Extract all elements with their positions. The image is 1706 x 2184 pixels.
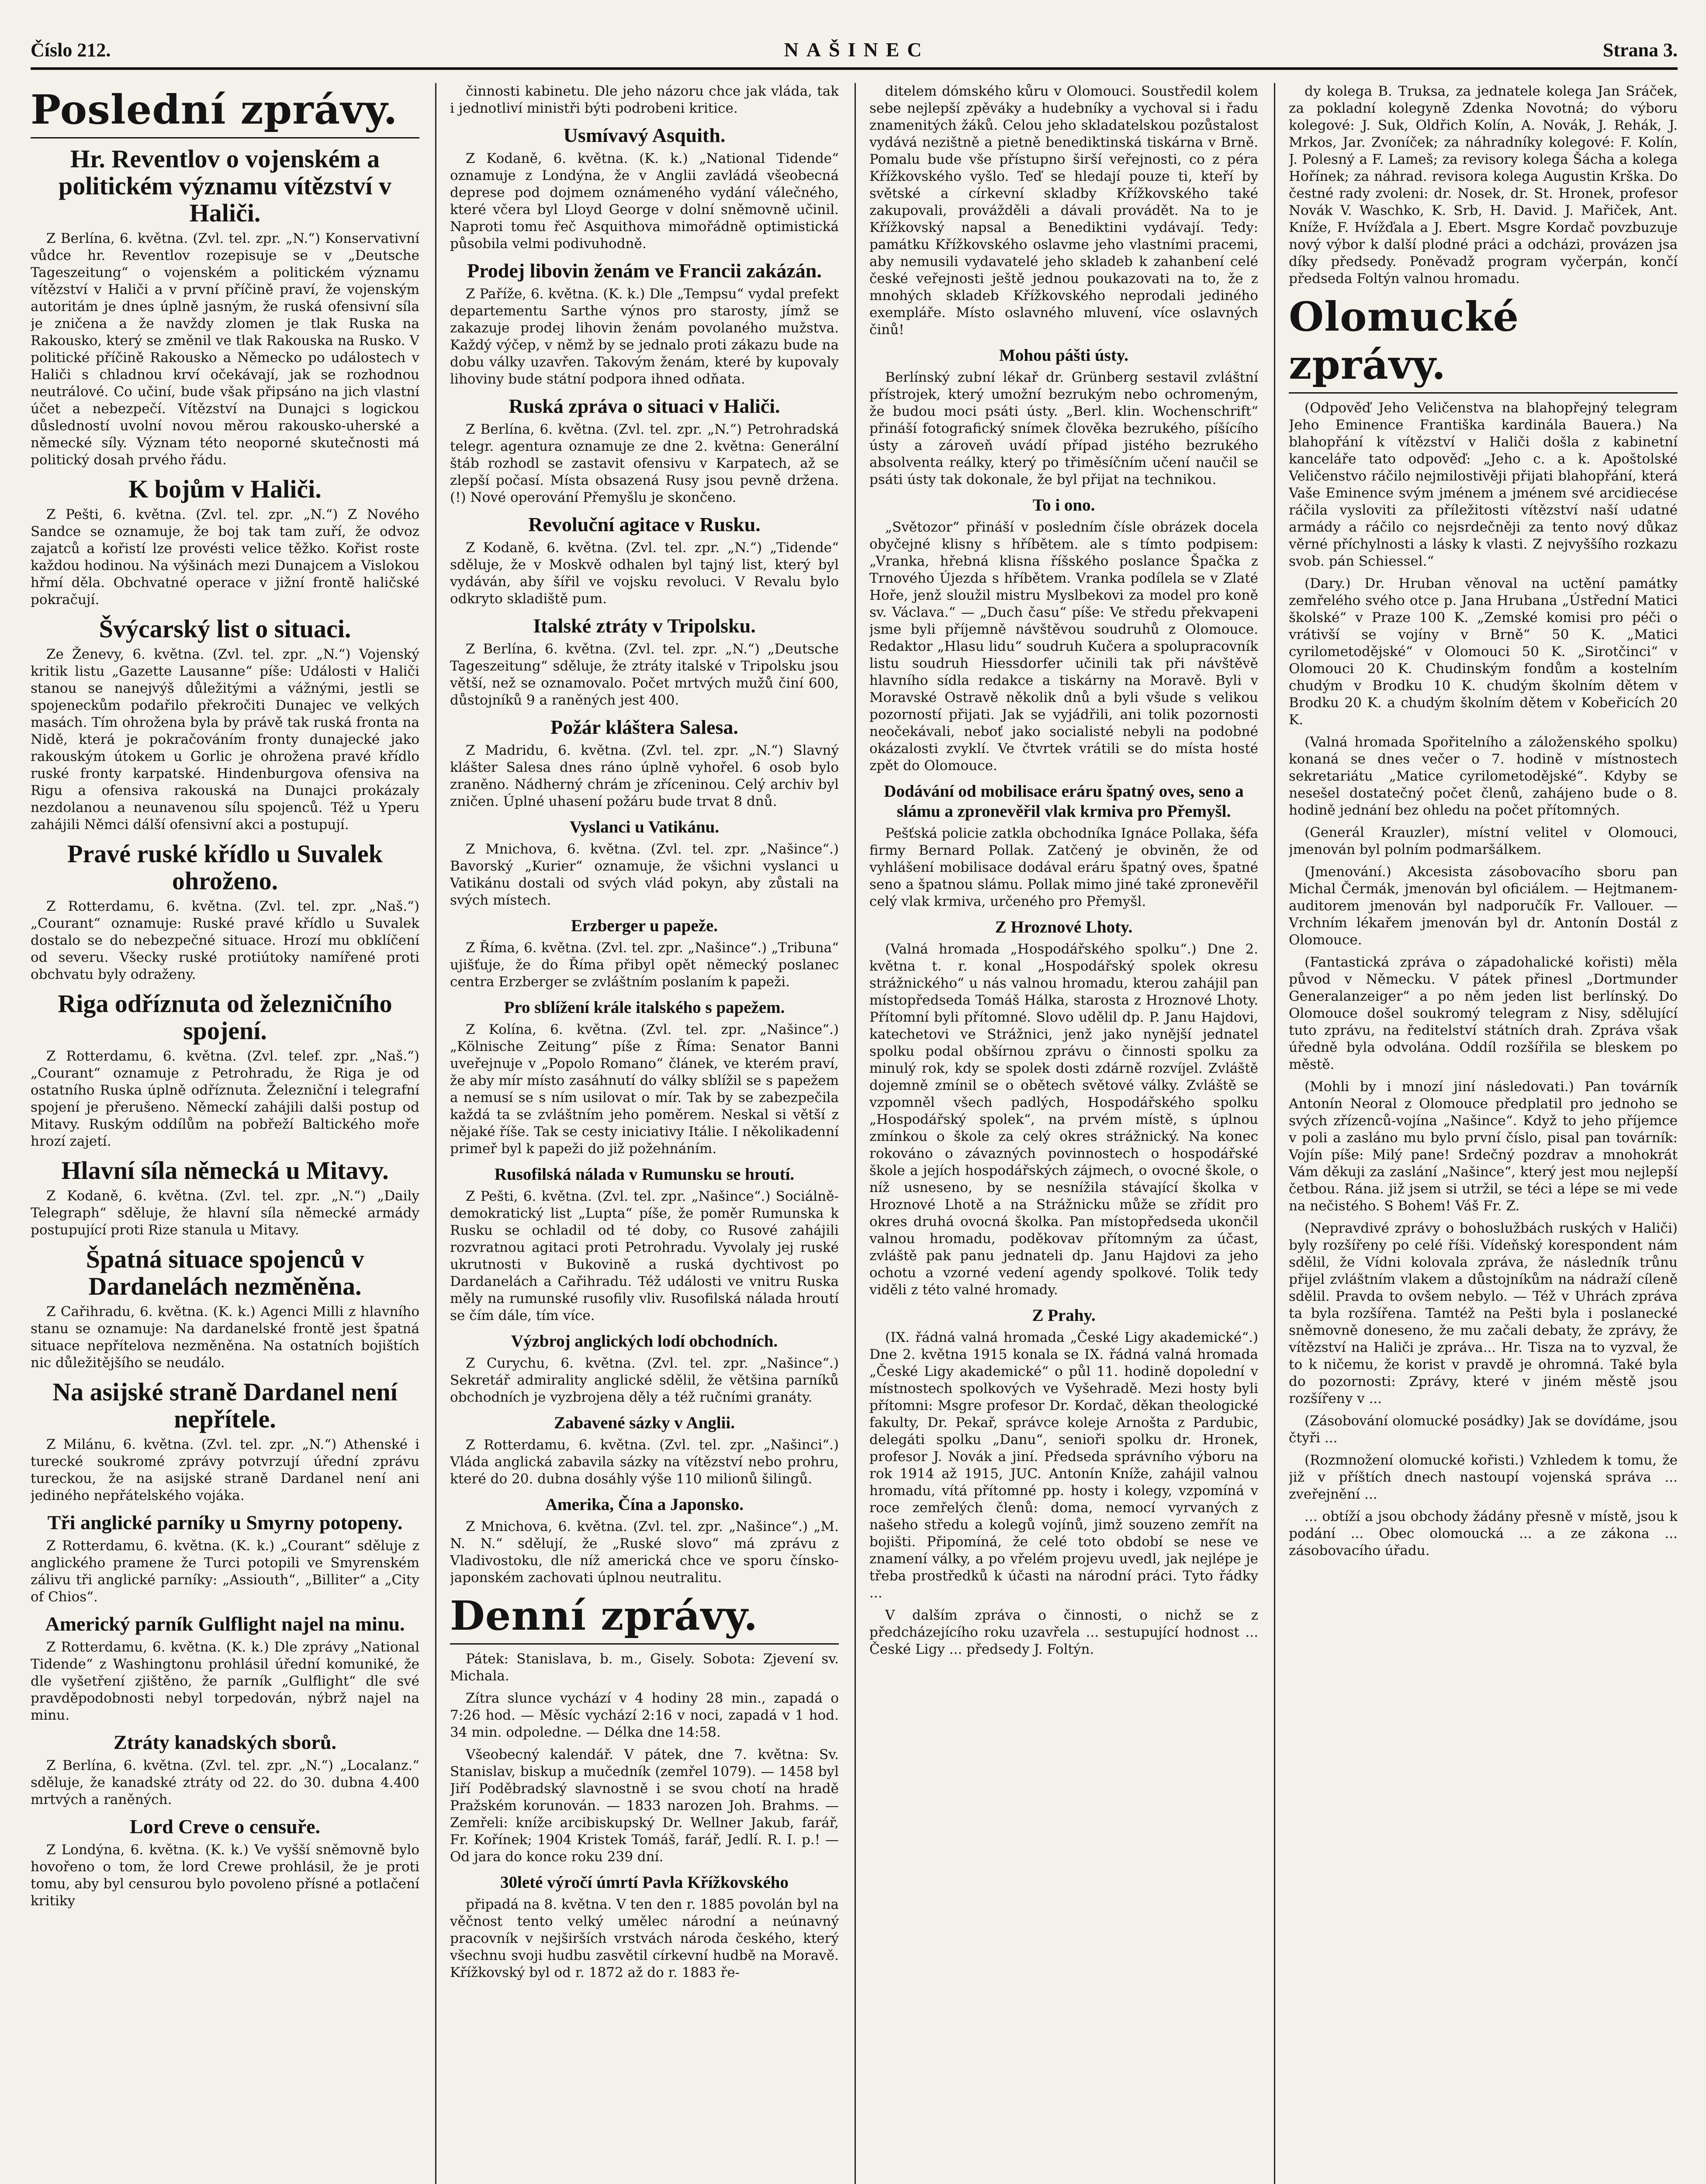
article-text: dy kolega B. Truksa, za jednatele kolega Jan Sráček, za pokladní kolegyně Zdenka Novotná; do výboru kolegové: J. Suk, Oldřich Kolín, A. Novák, J. Rehák, J. Mrkos, Jar. Zvoníček; za náhradníky kolegové: F. Kolín, J. Polesný a F. Lameš; za revisory kolega Šácha a kolega Hořínek; za náhrad. revisora kolega Augustin Krška. Do čestné rady zvoleni: dr. Nosek, dr. St. Hronek, profesor Novák V. Waschko, K. Srb, H. David. J. Mařiček, Ant. Kníže, F. Hvížďala a J. Ebert. Msgre Kordač povzbuzuje nový výbor k další plodné práci a odcházi, provázen jsa díky předsedy. Poněvadž program vyčerpán, končí předseda Foltýn valnou hromadu.: [1289, 83, 1678, 287]
article-text: (Dary.) Dr. Hruban věnoval na uctění památky zemřelého svého otce p. Jana Hrubana „Ústřední Matici školské“ v Praze 100 K. „Zemské komisi pro péči o vrátivší se vojíny v Brně“ 50 K. „Matici cyrilometodějské“ v Olomouci 50 K. „Sirotčinci“ v Olomouci 20 K. Chudinským fondům a kostelním chudým v Brodku 10 K. chudým školním dětem v Brodku 20 K. a chudým školním dětem v Kobeřicích 20 K.: [1289, 576, 1678, 728]
article-text: (Nepravdivé zprávy o bohoslužbách ruských v Haliči) byly rozšířeny po celé říši. Vídeňský korespondent nám sdělil, že Vídni kolovala zpráva, že následník trůnu přijel zvláštním vlakem a důstojníkům na nádraží cíleně sdělil. Pravda to ovšem nebylo. — Též v Uhrách zpráva ta byla rozšířena. Tamtéž na Pešti byla i poslanecké sněmovně doneseno, že mu začali debaty, že zprávy, že vítězství na Haliči je zpráva... Hr. Tisza na to vyzval, že to k ničemu, že korist v pravdě je ohromná. Také byla do pozornosti: Zprávy, které v jiném městě jsou rozšířeny v ...: [1289, 1220, 1678, 1406]
article-heading: Revoluční agitace v Rusku.: [528, 513, 761, 536]
calendar-text: Pátek: Stanislava, b. m., Gisely. Sobota: Zjevení sv. Michala.: [450, 1651, 839, 1684]
article-heading: Dodávání od mobilisace eráru špatný oves, seno a slámu a zpronevěřil vlak krmiva pro Přemyšl.: [884, 782, 1244, 821]
article-heading: Na asijské straně Dardanel není nepřítele.: [52, 1378, 398, 1433]
article-heading: Výzbroj anglických lodí obchodních.: [511, 1332, 778, 1351]
article-text: Z Paříže, 6. května. (K. k.) Dle „Tempsu“ vydal prefekt departementu Sarthe výnos pro starosty, jímž se zakazuje prodej lihovin ženám povolaného mužstva. Každý výčep, v němž by se jednalo proti zákazu bude na dobu války uzavřen. Takovým ženám, které by kupovaly lihoviny bude státní podpora ihned odňata.: [450, 286, 839, 387]
article-heading: To i ono.: [1032, 496, 1095, 515]
article-heading: Americký parník Gulflight najel na minu.: [45, 1613, 405, 1635]
article-text: Berlínský zubní lékař dr. Grünberg sestavil zvláštní přístrojek, který umožní bezrukým nebo ochromeným, že budou moci psáti ústy. „Berl. klin. Wochenschrift“ přináší fotografický snímek člověka bezrukého, píšícího ústy a zároveň uvádí případ jistého bezrukého absolventa reálky, který po třiměsíčním učení naučil se psáti ústy tak dokonale, že byl přijat na technikou.: [869, 370, 1258, 487]
article-text: Z Pešti, 6. května. (Zvl. tel. zpr. „N.“) Z Nového Sandce se oznamuje, že boj tak tam zuří, že odvoz zajatců a kořistí lze provésti velice těžko. Kořist roste každou hodinou. Na výšinách mezi Dunajcem a Vislokou hřmí děla. Obchvatné operace v jižní frontě haličské pokračují.: [31, 507, 419, 608]
article-heading: Zabavené sázky v Anglii.: [554, 1413, 735, 1432]
masthead: [31, 17, 1678, 70]
columns: [31, 83, 1678, 2184]
article-text: Z Kodaně, 6. května. (K. k.) „National Tidende“ oznamuje z Londýna, že v Anglii zavládá všeobecná deprese pod dojmem oznámeného vydání válečného, které včera byl Lloyd George v dolní sněmovně učinil. Naproti tomu řeč Asquithova mimořádně optimistická působila velmi podivuhodně.: [450, 151, 839, 252]
column-3: [869, 83, 1258, 2184]
article-text: (Valná hromada Spořitelního a záloženského spolku) konaná se dnes večer o 7. hodině v místnostech sekretariátu „Matice cyrilometodějské“. Kdyby se nesešel dostatečný počet členů, zahájeno bude o 8. hodině jednání bez ohledu na počet přítomných.: [1289, 734, 1678, 818]
article-text: Z Berlína, 6. května. (Zvl. tel. zpr. „N.“) „Localanz.“ sděluje, že kanadské ztráty od 22. do 30. dubna 4.400 mrtvých a raněných.: [31, 1758, 419, 1807]
article-text: (Mohli by i mnozí jiní následovati.) Pan továrník Antonín Neoral z Olomouce předplatil pro jednoho se svých zřízenců-vojína „Našince“. Když to jeho příjemce v poli a zasláno mu bylo první číslo, pisal pan továrník: Vojín píše: Milý pane! Srdečný pozdrav a mnohokrát Vám děkuji za zaslání „Našince“, který jest mou nejlepší četbou. Rána. již jsem si utržil, se téci a lépe se mi vede na nečistého. S Bohem! Váš Fr. Z.: [1289, 1079, 1678, 1214]
article-text: Z Kodaně, 6. května. (Zvl. tel. zpr. „N.“) „Tidende“ sděluje, že v Moskvě odhalen byl tajný list, který byl vydáván, aby šířil ve vojsku revoluci. V Revalu bylo odkryto skladiště pum.: [450, 540, 839, 607]
article-heading: K bojům v Haliči.: [128, 475, 322, 503]
article-text: (Jmenování.) Akcesista zásobovacího sboru pan Michal Čermák, jmenován byl oficiálem. — Hejtmanem-auditorem jmenován byl nadporučík Fr. Vallouer. — Vrchním lékařem jmenován byl dr. Antonín Dostál z Olomouce.: [1289, 864, 1678, 948]
article-heading: Ruská zpráva o situaci v Haliči.: [509, 395, 780, 417]
article-text: Z Berlína, 6. května. (Zvl. tel. zpr. „N.“) Konservativní vůdce hr. Reventlov rozepisuje se v „Deutsche Tageszeitung“ o vojenském a politickém významu vítězství v Haliči a v první příčině praví, že vojenským autoritám je dnes úplně jasným, že ruská ofensivní síla je zničena a že navždy zlomen je tlak Ruska na Rakousko, který se změnil ve tlak Rakouska na Rusko. V politické příčině Rakousko a Německo po událostech v Haliči s chladnou krví očekávají, jak se rozhodnou neutrálové. Co učiní, bude však připsáno na jich vlastní účet a nebezpečí. Vítězství na Dunajci s logickou důsledností uvolní novou měrou rakousko-uherské a německé síly. Význam této neoporné skutečnosti má politický dosah prvého řádu.: [31, 231, 419, 468]
paper-title: NAŠINEC: [784, 38, 930, 61]
article-heading: Italské ztráty v Tripolsku.: [533, 615, 756, 637]
column-4: [1289, 83, 1678, 2184]
article-heading: Vyslanci u Vatikánu.: [569, 818, 720, 836]
article-heading: Z Prahy.: [1032, 1306, 1096, 1325]
article-heading: Tři anglické parníky u Smyrny potopeny.: [47, 1511, 403, 1534]
article-heading: Ztráty kanadských sborů.: [114, 1731, 336, 1753]
article-text: Z Rotterdamu, 6. května. (K. k.) „Courant“ sděluje z anglického pramene že Turci potopili ve Smyrenském zálivu tři anglické parníky: „Assiouth“, „Billiter“ a „City of Chios“.: [31, 1538, 419, 1605]
article-text: připadá na 8. května. V ten den r. 1885 povolán byl na věčnost tento velký umělec národní a neúnavný pracovník v nejširších vrstvách národa českého, který všechnu svoji hudbu zasvětil církevní hudbě na Moravě. Křížkovský byl od r. 1872 až do r. 1883 ře-: [450, 1897, 839, 1980]
article-heading: Požár kláštera Salesa.: [550, 716, 738, 738]
article-text: Z Milánu, 6. května. (Zvl. tel. zpr. „N.“) Athenské i turecké soukromé zprávy potvrzují úřední zprávu tureckou, že na asijské straně Dardanel není ani jediného nepřátelského vojáka.: [31, 1437, 419, 1503]
calendar-text: Všeobecný kalendář. V pátek, dne 7. května: Sv. Stanislav, biskup a mučedník (zemřel 1079). — 1458 byl Jiří Poděbradský slavnostně i se svou chotí na hradě Pražském korunován. — 1833 narozen Joh. Brahms. — Zemřeli: kníže arcibiskupský Dr. Wellner Jakub, farář, Fr. Kořínek; 1904 Kristek Tomáš, farář, Jedlí. R. I. p.! — Od jara do konce roku 239 dní.: [450, 1747, 839, 1865]
article-heading: Špatná situace spojenců v Dardanelách nezměněna.: [86, 1245, 364, 1300]
section-title-daily-news: Denní zprávy.: [450, 1592, 839, 1645]
article-heading: Pro sblížení krále italského s papežem.: [504, 998, 785, 1017]
article-heading: Usmívavý Asquith.: [563, 124, 726, 146]
article-heading: Amerika, Čína a Japonsko.: [545, 1495, 744, 1514]
section-title-latest-news: Poslední zprávy.: [31, 86, 419, 138]
article-text: Z Rotterdamu, 6. května. (Zvl. tel. zpr. „Naš.“) „Courant“ oznamuje: Ruské pravé křídlo u Suvalek dostalo se do nebezpečné situace. Hrozí mu obklíčení od severu. Všecky ruské protiútoky namířené proti obchvatu byly odraženy.: [31, 898, 419, 982]
column-2: [450, 83, 839, 2184]
article-heading: Švýcarský list o situaci.: [99, 615, 351, 643]
article-heading: Prodej libovin ženám ve Francii zakázán.: [467, 259, 822, 282]
article-text: (Fantastická zpráva o západohalické kořisti) měla původ v Německu. V pátek přinesl „Dortmunder Generalanzeiger“ a po něm jeden list berlínský. Do Olomouce došel soukromý telegram z Nisy, sdělující tuto zprávu, na ředitelství státních drah. Zpráva však úředně byla odvolána. Oddíl rozšířila se bleskem po městě.: [1289, 954, 1678, 1072]
article-text: Z Rotterdamu, 6. května. (Zvl. tel. zpr. „Našinci“.) Vláda anglická zabavila sázky na vítězství nebo prohru, které do 20. dubna dosáhly výše 110 milionů šilingů.: [450, 1437, 839, 1487]
article-text: Z Madridu, 6. května. (Zvl. tel. zpr. „N.“) Slavný klášter Salesa dnes ráno úplně vyhořel. 6 osob bylo zraněno. Nádherný chrám je zříceninou. Celý archiv byl zničen. Úplné uhasení požáru bude trvat 8 dnů.: [450, 743, 839, 809]
article-heading: Mohou pášti ústy.: [999, 346, 1128, 365]
article-heading: Hr. Reventlov o vojenském a politickém významu vítězství v Haliči.: [59, 145, 391, 227]
article-text: Z Cařihradu, 6. května. (K. k.) Agenci Milli z hlavního stanu se oznamuje: Na dardanelské frontě jest špatná situace nepřítelova nezměněna. Na ostatních bojištích nic důležitějšího se neudálo.: [31, 1304, 419, 1371]
article-text: Z Curychu, 6. května. (Zvl. tel. zpr. „Našince“.) Sekretář admirality anglické sdělil, že většina parníků obchodních je vyzbrojena děly a též ručními granáty.: [450, 1355, 839, 1405]
article-text: Ze Ženevy, 6. května. (Zvl. tel. zpr. „N.“) Vojenský kritik listu „Gazette Lausanne“ píše: Události v Haliči stanou se nanejvýš důležitými a vážnými, jestli se spojeneckům podařilo překročiti Dunajec ve velkých masách. Tím ohrožena byla by právě tak ruská fronta na Nidě, která je pokračováním fronty dunajecké jako rakouským útokem u Gorlic je ohrožena pravé křídlo ruské fronty karpatské. Hindenburgova ofensiva na Rigu a ofensiva rakouská na Dunajci prokázaly nezdolanou a neunavenou sílu spojenců. Též u Yperu zahájili Němci dálší ofensivní akci a postupují.: [31, 646, 419, 833]
article-text: Z Rotterdamu, 6. května. (Zvl. telef. zpr. „Naš.“) „Courant“ oznamuje z Petrohradu, že Riga je od ostatního Ruska úplně odříznuta. Železniční i telegrafní spojení je přerušeno. Německí zahájili dalši postup od Mitavy. Ruským oddílům na pobřeží Baltického moře hrozí zajetí.: [31, 1048, 419, 1149]
article-text: V dalším zpráva o činnosti, o nichž se z předcházejícího roku uzavřela ... sestupující hodnost ... České Ligy ... předsedy J. Foltýn.: [869, 1607, 1258, 1657]
article-text: ... obtíží a jsou obchody žádány přesně v místě, jsou k podání ... Obec olomoucká ... a ze zákona ... zásobovacího úřadu.: [1289, 1509, 1678, 1559]
article-text: (Generál Krauzler), místní velitel v Olomouci, jmenován byl polním podmaršálkem.: [1289, 825, 1678, 857]
article-heading: Rusofilská nálada v Rumunsku se hroutí.: [494, 1165, 795, 1184]
article-text: ditelem dómského kůru v Olomouci. Soustředil kolem sebe nejlepší zpěváky a hudebníky a vychoval si i řadu znamenitých žáků. Celou jeho skladatelskou pozůstalost vydává nezištně a pietně benediktinská tiskárna v Brně. Pomalu bude vše přístupno širší veřejnosti, co z péra Křížkovského vyšlo. Teď se hledají pouze ti, kteří by světské a církevní skladby Křížkovského také zakupovali, provážděli a dávali provádět. Na to je Křížkovský napsal a Benediktini vydávají. Tedy: památku Křížkovského oslavme jeho vlastními pracemi, aby nemusili vydavatelé jeho skladeb k zahanbení celé české veřejnosti ještě jednou poukazovati na to, že z mnohých skladeb Křížkovského neprodali jediného exempláře. Místo oslavného mluvení, více oslavných činů!: [869, 83, 1258, 338]
article-text: Z Mnichova, 6. května. (Zvl. tel. zpr. „Našince“.) Bavorský „Kurier“ oznamuje, že všichni vyslanci u Vatikánu dostali od svých vlád pokyn, aby zůstali na svých místech.: [450, 841, 839, 908]
article-heading: 30leté výročí úmrtí Pavla Křížkovského: [500, 1873, 789, 1892]
issue-number: Číslo 212.: [31, 39, 111, 61]
article-text: Z Pešti, 6. května. (Zvl. tel. zpr. „Našince“.) Sociálně-demokratický list „Lupta“ píše, že poměr Rumunska k Rusku se ochladil od té doby, co Rusové zahájili rozvratnou agitaci proti Petrohradu. Vyvolaly jej ruské ukrutnosti v Bukovině a ruská dychtivost po Dardanelách a Cařihradu. Též události ve vnitru Ruska měly na rumunské rusofily vliv. Rusofilská nálada hroutí se čím dále, tím více.: [450, 1189, 839, 1324]
article-text: Z Rotterdamu, 6. května. (K. k.) Dle zprávy „National Tidende“ z Washingtonu prohlásil úřední komuniké, že dle vyšetření zjištěno, že parník „Gulflight“ dle své pravděpodobnosti nebyl torpedován, nýbrž najel na minu.: [31, 1639, 419, 1723]
article-heading: Lord Creve o censuře.: [129, 1815, 321, 1838]
article-text: (Valná hromada „Hospodářského spolku“.) Dne 2. května t. r. konal „Hospodářský spolek okresu strážnického“ u nás valnou hromadu, kterou zahájil pan místopředseda Tomáš Hálka, starosta z Hroznové Lhoty. Přítomní byli přítomné. Slovo udělil dp. P. Janu Hajdovi, katechetovi ve Strážnici, jenž jako nynější jednatel spolku podal obšírnou zprávu o činnosti spolku za minulý rok, kdy se spolek dosti zdárně rozvíjel. Zvláště dojemně zmínil se o obětech světové války. Zvláště se vzpomněl všech padlých, Hospodářského spolku „Hospodářský spolek“, na prvém místě, s úplnou zmínkou o škole za celý okres strážnický. Na konec rokováno o závazných povinnostech o hospodářské škole a jejích hospodářských zájmech, o ovocné škole, o níž usneseno, by se nesnížila stávající školka v Hroznové Lhotě a na Strážnicku může se zřídit pro okres druhá ovocná školka. Pan místopředseda ukončil valnou hromadu, poděkovav přítomným za účast, zvláště pak panu jednateli dp. Janu Hajdovi za jeho ochotu a vzorné vedení agendy spolkové. Tolik tedy viděli z této valné hromady.: [869, 941, 1258, 1298]
article-heading: Erzberger u papeže.: [571, 916, 718, 935]
calendar-text: Zítra slunce vychází v 4 hodiny 28 min., zapadá o 7:26 hod. — Měsíc vychází 2:16 v noci, zapadá v 1 hod. 34 min. odpoledne. — Délka dne 14:58.: [450, 1690, 839, 1740]
article-text: (Odpověď Jeho Veličenstva na blahopřejný telegram Jeho Eminence Františka kardinála Bauera.) Na blahopřání k vítězství v Haliči došla z kabinetní kanceláře tato odpověď: „Jeho c. a k. Apoštolské Veličenstvo ráčilo nejmilostivěji přijati blahopřání, která Vaše Eminence svým jménem a jménem své arcidiecése ráčila vysloviti za příležitosti vítězství naší udatné armády a ráčilo co nejsrdečněji za tento nový důkaz věrné příchylnosti a lásky k vlasti. Z nejvyššího rozkazu svob. pán Schiessel.“: [1289, 400, 1678, 569]
article-text: činnosti kabinetu. Dle jeho názoru chce jak vláda, tak i jednotliví ministři býti podrobeni kritice.: [450, 83, 839, 116]
page-number: Strana 3.: [1602, 39, 1678, 61]
newspaper-page: [31, 17, 1678, 2184]
section-title-olomouc-news: Olomucké zprávy.: [1289, 293, 1678, 394]
article-heading: Hlavní síla německá u Mitavy.: [61, 1156, 389, 1185]
article-text: (Rozmnožení olomucké kořisti.) Vzhledem k tomu, že již v příštích dnech nastoupí vojenská správa ... zveřejnění ...: [1289, 1452, 1678, 1502]
article-text: Z Kodaně, 6. května. (Zvl. tel. zpr. „N.“) „Daily Telegraph“ sděluje, že hlavní síla německé armády postupující proti Rize stanula u Mitavy.: [31, 1188, 419, 1238]
article-text: Z Říma, 6. května. (Zvl. tel. zpr. „Našince“.) „Tribuna“ ujišťuje, že do Říma přibyl opět německý poslanec centra Erzberger se zvláštním poslaním k papeži.: [450, 940, 839, 990]
article-text: Z Mnichova, 6. května. (Zvl. tel. zpr. „Našince“.) „M. N. N.“ sdělují, že „Ruské slovo“ má zprávu z Vladivostoku, dle níž americká chce ve sporu čínsko-japonském zachovati úplnou neutralitu.: [450, 1519, 839, 1586]
article-heading: Riga odříznuta od železničního spojení.: [58, 989, 392, 1045]
article-text: Z Berlína, 6. května. (Zvl. tel. zpr. „N.“) „Deutsche Tageszeitung“ sděluje, že ztráty italské v Tripolsku jsou větší, než se oznamovalo. Počet mrtvých mužů činí 600, důstojníků 9 a raněných jest 400.: [450, 641, 839, 708]
column-1: [31, 83, 419, 2184]
article-heading: Z Hroznové Lhoty.: [995, 918, 1133, 936]
article-text: Z Berlína, 6. května. (Zvl. tel. zpr. „N.“) Petrohradská telegr. agentura oznamuje ze dne 2. května: Generální štáb rozhodl se zastavit ofensivu v Karpatech, až se zlepší počasí. Místa obsazená Rusy jsou pevně držena. (!) Nové operování Přemyšlu je skončeno.: [450, 422, 839, 505]
article-text: (Zásobování olomucké posádky) Jak se dovídáme, jsou čtyři ...: [1289, 1413, 1678, 1446]
article-text: Z Londýna, 6. května. (K. k.) Ve vyšší sněmovně bylo hovořeno o tom, že lord Crewe prohlásil, že je proti tomu, aby byl censurou bylo povoleno přísné a potlačení kritiky: [31, 1842, 419, 1909]
article-text: Pešťská policie zatkla obchodníka Ignáce Pollaka, šéfa firmy Bernard Pollak. Zatčený je obviněn, že od vyhlášení mobilisace dodával eráru špatný oves, špatné seno a špatnou slámu. Pollak mimo jiné také zpronevěřil celý vlak krmiva, určeného pro Přemyšl.: [869, 826, 1258, 909]
article-text: (IX. řádná valná hromada „České Ligy akademické“.) Dne 2. května 1915 konala se IX. řádná valná hromada „České Ligy akademické“ o půl 11. hodině dopolední v místnostech spolkových ve Vyšehradě. Mezi hosty byli přítomni: Msgre profesor Dr. Kordač, děkan theologické fakulty, Dr. Pekař, správce koleje Arnošta z Pardubic, delegáti spolku „Danu“, senioři spolku dr. Hronek, profesor J. Novák a jiní. Předseda správního výboru na rok 1914 až 1915, JUC. Antonín Kníže, zahájil valnou hromadu, vítá přítomné pp. hosty i kolegy, vzpomíná v roce zemřelých členů: doma, nemocí vyrvaných z našeho středu a kolegů vojínů, jimž souzeno zemřít na bojišti. Připomíná, že celé toto období se nese ve znamení války, a po vřelém projevu uvedl, jak nejlépe je třeba prostředků k účasti na národní práci. Tyto řádky ...: [869, 1330, 1258, 1601]
article-text: „Světozor“ přináší v posledním čísle obrázek docela obyčejné klisny s hříbětem. ale s tímto podpisem: „Vranka, hřebná klisna říšského poslance Špačka z Trnového Újezda s hříbětem. Vranka podílela se v Zlaté Hoře, jenž sloužil mistru Myslbekovi za model pro koně sv. Václava.“ — „Duch času“ píše: Ve středu překvapeni jsme byli příjemně návštěvou soudruhů z Olomouce. Redaktor „Hlasu lidu“ soudruh Kučera a spolupracovník listu soudruh Hiessdorfer učinili tak při návštěvě hlavního sídla redakce a tiskárny na Moravě. Byli v Moravské Ostravě několik dnů a byli všude s velikou pozorností přijati. Jak se vyjádřili, ani tolik pozornosti neočekávali, neboť jako socialisté nebyli na podobné okázalosti zvyklí. Ve čtvrtek vrátili se do místa hosté zpět do Olomouce.: [869, 519, 1258, 774]
article-heading: Pravé ruské křídlo u Suvalek ohroženo.: [67, 840, 383, 895]
article-text: Z Kolína, 6. května. (Zvl. tel. zpr. „Našince“.) „Kölnische Zeitung“ píše z Říma: Senator Banni uveřejnuje v „Popolo Romano“ článek, ve kterém praví, že aby mír místo zasáhnutí do války sblížil se s papežem a nemusí se s ním usilovat o mír. Tak by se zabezpečila každá ta se zvláštním jeho poměrem. Neskal si větší z nějaké říše. Tak se cesty iniciativy Itálie. I několikadenní primeř byl k papeži do již požehnáním.: [450, 1022, 839, 1157]
